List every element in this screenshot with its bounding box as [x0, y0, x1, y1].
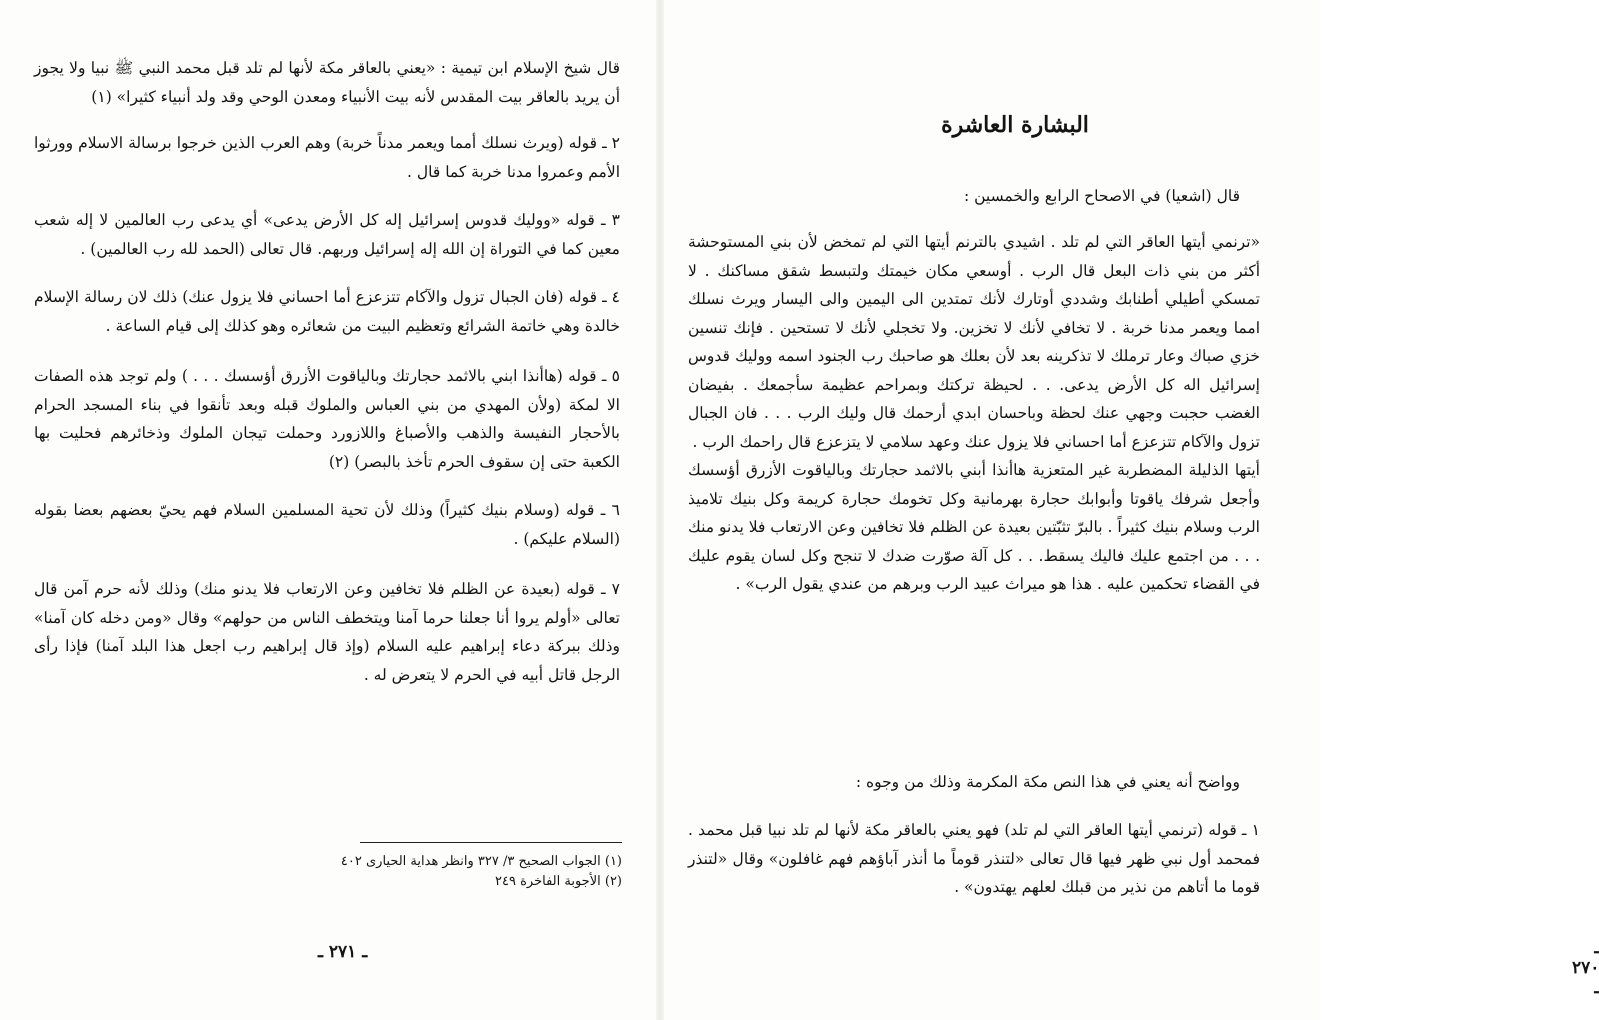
footnote-1: (١) الجواب الصحيح ٣/ ٣٢٧ وانظر هداية الحيارى ٤٠٢ [340, 854, 622, 869]
quote-paragraph-2: أيتها الذليلة المضطربة غير المتعزية هاأنذا أبني بالاثمد حجارتك وبالياقوت الأزرق أؤسسك وأجعل شرفك ياقوتا وأبوابك حجارة بهرمانية وكل تخومك حجارة كريمة وكل بنيك تلاميذ الرب وسلام بنيك كثيراً . بالبرّ تثبّتين بعيدة عن الظلم فلا تخافين وعن الارتعاب فلا يدنو منك . . . من اجتمع عليك فاليك يسقط. . . كل آلة صوّرت ضدك لا تنجح وكل لسان يقوم عليك في القضاء تحكمين عليه . هذا هو ميراث عبيد الرب وبرهم من عندي يقول الرب» . [688, 461, 1260, 593]
page-number-right: ـ ٢٧٠ ـ [1572, 938, 1599, 998]
paragraph-point-3: ٣ ـ قوله «ووليك قدوس إسرائيل إله كل الأرض يدعى» أي يدعى رب العالمين لا إله شعب معين كما في التوراة إن الله إله إسرائيل وربهم. قال تعالى (الحمد لله رب العالمين) . [34, 211, 620, 258]
left-page-body [34, 54, 620, 699]
footnote-divider [360, 842, 622, 843]
paragraph-ibn-taymiyya: قال شيخ الإسلام ابن تيمية : «يعني بالعاقر مكة لأنها لم تلد قبل محمد النبي ﷺ نبيا ولا يجوز أن يريد بالعاقر بيت المقدس لأنه بيت الأنبياء ومعدن الوحي وقد ولد أنبياء كثيرا» (١) [34, 59, 620, 106]
paragraph-point-5: ٥ ـ قوله (هاأنذا ابني بالاثمد حجارتك وبالياقوت الأزرق أؤسسك . . . ) ولم توجد هذه الصفات الا لمكة (ولأن المهدي من بني العباس والملوك قبله وبعد تأنقوا في بناء المسجد الحرام بالأحجار النفيسة والذهب والأصباغ واللازورد وحملت تيجان الملوك وذخائرهم فحليت بها الكعبة حتى إن سقوف الحرم تأخذ بالبصر) (٢) [34, 367, 620, 471]
paragraph-point-4: ٤ ـ قوله (فان الجبال تزول والآكام تتزعزع أما احساني فلا يزول عنك) ذلك لان رسالة الإسلام خالدة وهي خاتمة الشرائع وتعظيم البيت من شعائره وهو كذلك إلى قيام الساعة . [34, 288, 620, 335]
chapter-title: البشارة العاشرة [941, 112, 1089, 138]
left-page [0, 0, 660, 1020]
footnote-2: (٢) الأجوبة الفاخرة ٢٤٩ [495, 874, 622, 889]
right-page [660, 0, 1599, 1020]
paragraph-point-7: ٧ ـ قوله (بعيدة عن الظلم فلا تخافين وعن الارتعاب فلا يدنو منك) وذلك لأنه حرم آمن قال تعالى «أولم يروا أنا جعلنا حرما آمنا ويتخطف الناس من حولهم» وقال «ومن دخله كان آمنا» وذلك ببركة دعاء إبراهيم عليه السلام (وإذ قال إبراهيم رب اجعل هذا البلد آمنا) فإذا رأى الرجل قاتل أبيه في الحرم لا يتعرض له . [34, 580, 620, 684]
quote-paragraph-1: «ترنمي أيتها العاقر التي لم تلد . اشيدي بالترنم أيتها التي لم تمخض لأن بني المستوحشة أكثر من بني ذات البعل قال الرب . أوسعي مكان خيمتك ولتبسط شقق مساكنك . لا تمسكي أطيلي أطنابك وشددي أوتارك لأنك تمتدين الى اليمين والى اليسار ويرث نسلك امما ويعمر مدنا خربة . لا تخافي لأنك لا تخزين. ولا تخجلي لأنك لا تستحين . فإنك تنسين خزي صباك وعار ترملك لا تذكرينه بعد لأن بعلك هو صاحبك رب الجنود اسمه ووليك قدوس إسرائيل اله كل الأرض يدعى. . . لحيظة تركتك وبمراحم عظيمة سأجمعك . بفيضان الغضب حجبت وجهي عنك لحظة وباحسان ابدي أرحمك قال وليك الرب . . . فان الجبال تزول والآكام تتزعزع أما احساني فلا يزول عنك وعهد سلامي لا يتزعزع قال راحمك الرب . [688, 233, 1260, 451]
page-number-left: ـ ٢٧١ ـ [318, 942, 368, 962]
isaiah-quote [688, 228, 1260, 599]
explanation-body [688, 816, 1260, 902]
paragraph-point-1: ١ ـ قوله (ترنمي أيتها العاقر التي لم تلد) فهو يعني بالعاقر مكة لأنها لم تلد نبيا قبل محمد . فمحمد أول نبي ظهر فيها قال تعالى «لتنذر قوماً ما أنذر آباؤهم فهم غافلون» وقال «لتنذر قوما ما أتاهم من نذير من قبلك لعلهم يهتدون» . [688, 821, 1260, 896]
paragraph-point-6: ٦ ـ قوله (وسلام بنيك كثيراً) وذلك لأن تحية المسلمين السلام فهم يحيّ بعضهم بعضا بقوله (السلام عليكم) . [34, 501, 620, 548]
explanation-intro: وواضح أنه يعني في هذا النص مكة المكرمة وذلك من وجوه : [855, 773, 1240, 791]
paragraph-point-2: ٢ ـ قوله (ويرث نسلك أمما ويعمر مدناً خربة) وهم العرب الذين خرجوا برسالة الاسلام وورثوا الأمم وعمروا مدنا خربة كما قال . [34, 134, 620, 181]
quote-intro: قال (اشعيا) في الاصحاح الرابع والخمسين : [963, 187, 1240, 205]
footnotes [300, 852, 622, 892]
